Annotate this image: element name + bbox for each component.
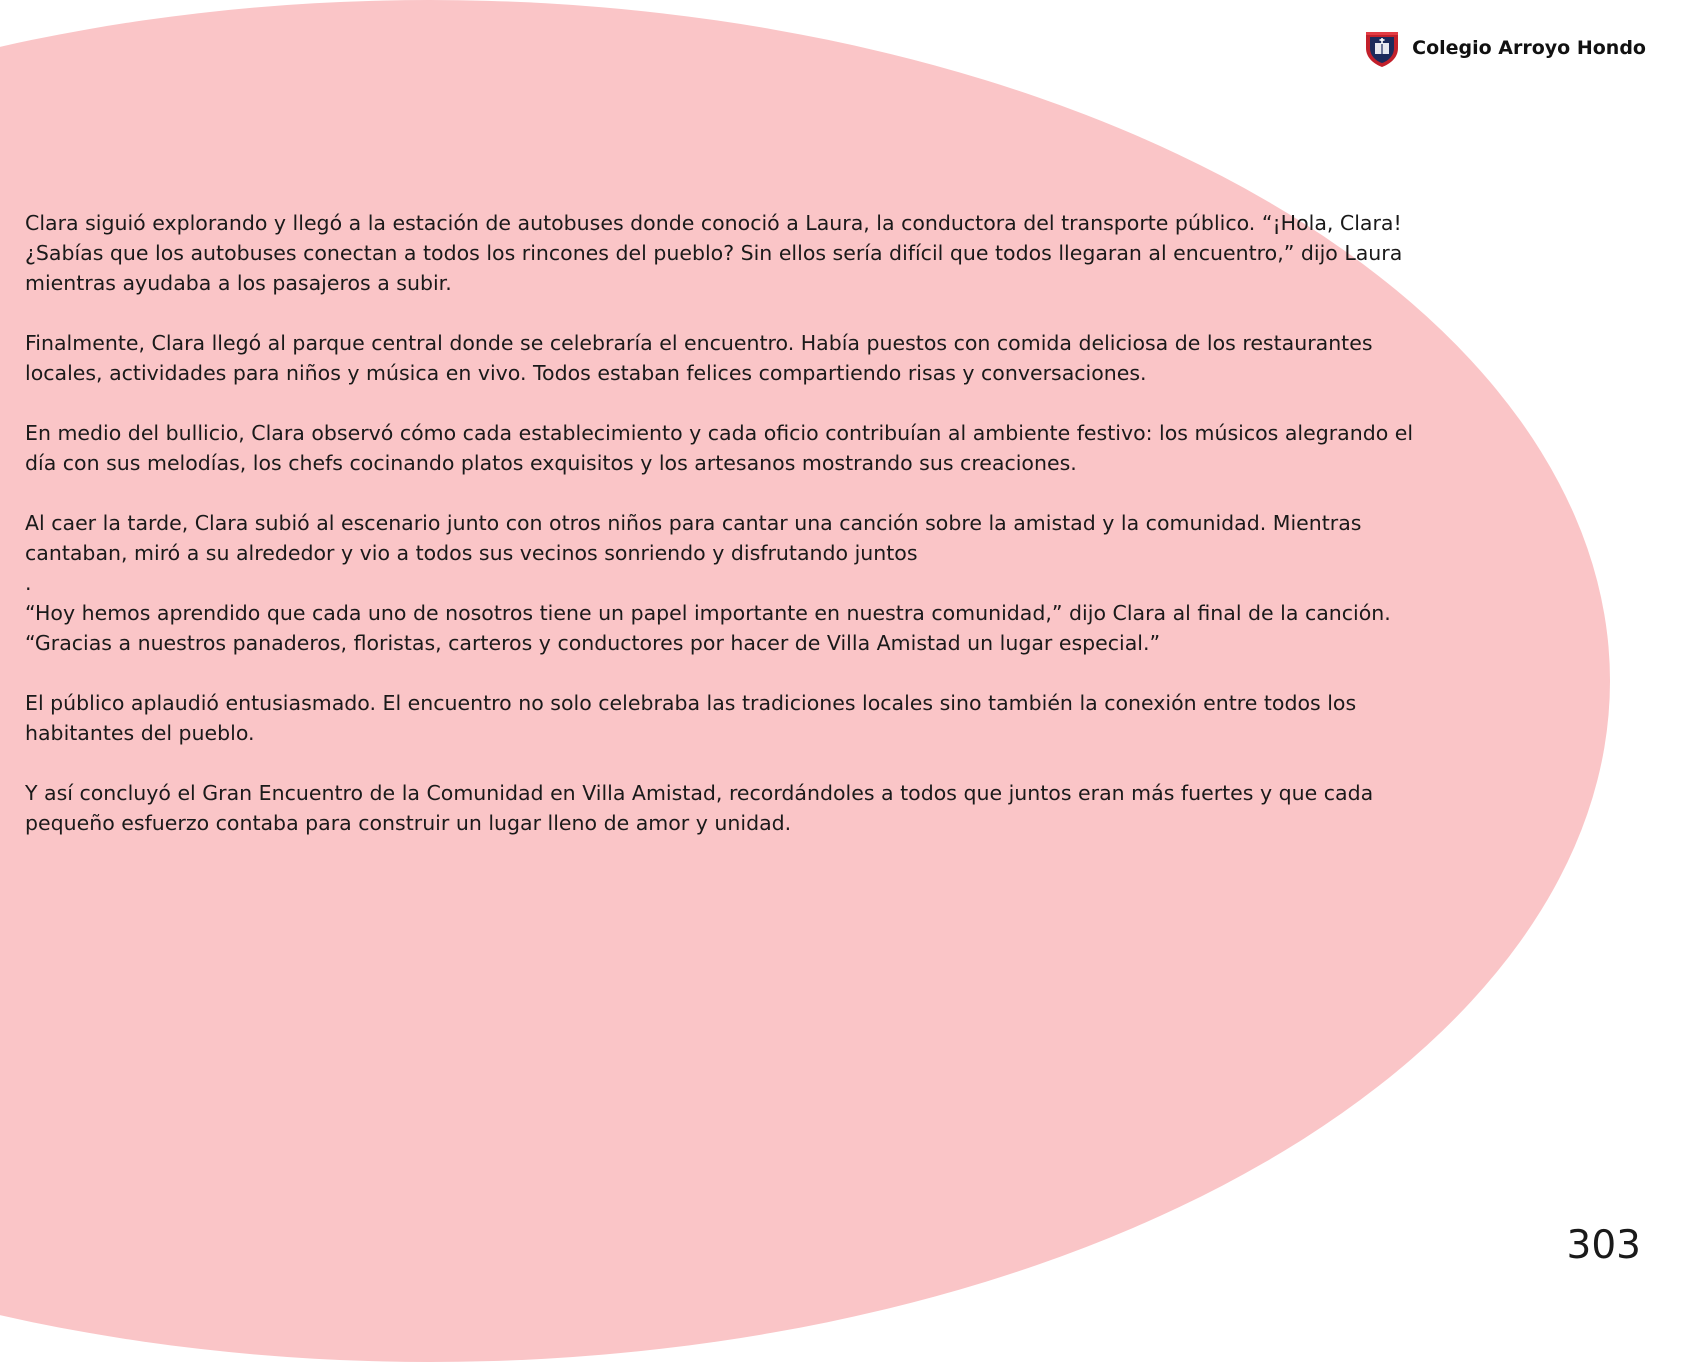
- story-paragraph: Al caer la tarde, Clara subió al escenario junto con otros niños para cantar una canción sobre la amistad y la comunidad. Mientras cantaban, miró a su alrededor y vio a todos sus vecinos sonriendo y disfrutando juntos: [25, 511, 1362, 565]
- story-paragraph: En medio del bullicio, Clara observó cómo cada establecimiento y cada oficio contribuían al ambiente festivo: los músicos alegrando el día con sus melodías, los chefs cocinando platos exquisitos y los artesanos mostrando sus creaciones.: [25, 421, 1414, 475]
- story-paragraph: .: [25, 571, 32, 595]
- school-crest-icon: [1362, 28, 1402, 68]
- story-paragraph: Clara siguió explorando y llegó a la estación de autobuses donde conoció a Laura, la conductora del transporte público. “¡Hola, Clara! ¿Sabías que los autobuses conectan a todos los rincones del pueblo? Sin ellos sería difícil que todos llegaran al encuentro,” dijo Laura mientras ayudaba a los pasajeros a subir.: [25, 211, 1403, 295]
- page-number: 303: [1566, 1223, 1641, 1268]
- story-paragraph: Y así concluyó el Gran Encuentro de la Comunidad en Villa Amistad, recordándoles a todos que juntos eran más fuertes y que cada pequeño esfuerzo contaba para construir un lugar lleno de amor y unidad.: [25, 781, 1374, 835]
- story-body: [25, 208, 1435, 868]
- school-header: [1362, 28, 1646, 68]
- school-name: Colegio Arroyo Hondo: [1412, 37, 1646, 59]
- story-paragraph: Finalmente, Clara llegó al parque central donde se celebraría el encuentro. Había puestos con comida deliciosa de los restaurantes locales, actividades para niños y música en vivo. Todos estaban felices compartiendo risas y conversaciones.: [25, 331, 1373, 385]
- story-paragraph: “Hoy hemos aprendido que cada uno de nosotros tiene un papel importante en nuestra comunidad,” dijo Clara al final de la canción. “Gracias a nuestros panaderos, floristas, carteros y conductores por hacer de Villa Amistad un lugar especial.”: [25, 601, 1391, 655]
- story-paragraph: El público aplaudió entusiasmado. El encuentro no solo celebraba las tradiciones locales sino también la conexión entre todos los habitantes del pueblo.: [25, 691, 1357, 745]
